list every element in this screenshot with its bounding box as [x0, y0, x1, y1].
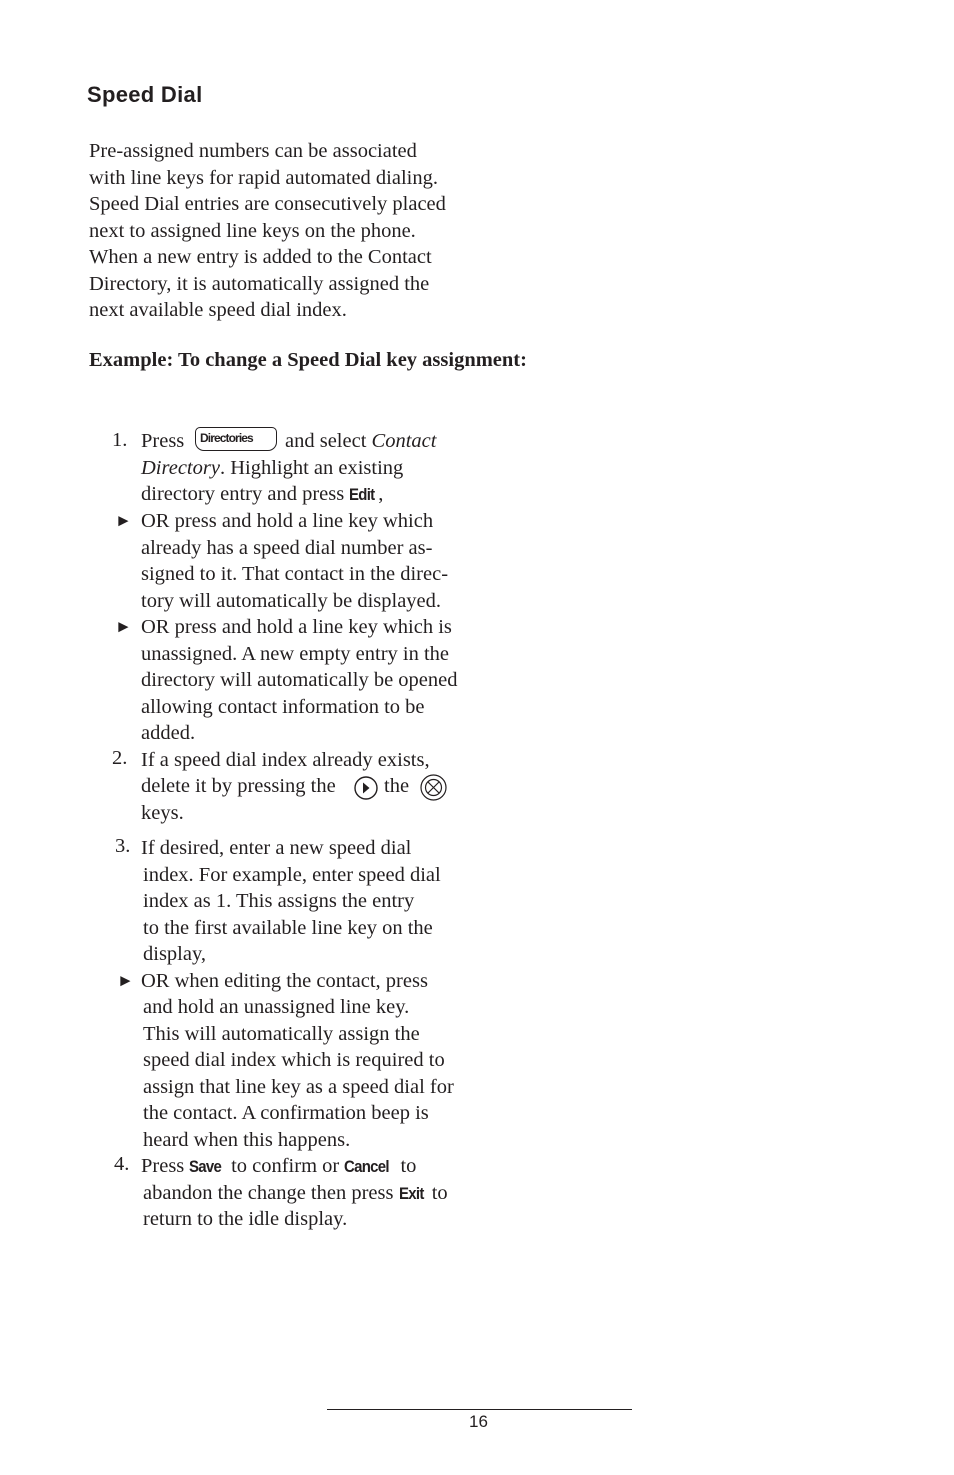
edit-key: Edit — [349, 485, 375, 504]
intro-line: next to assigned line keys on the phone. — [89, 219, 416, 242]
step-number: 1. — [112, 429, 128, 451]
step1-contact: Contact — [371, 430, 437, 452]
step1-line3-text: directory entry and press — [141, 483, 345, 505]
step3-line: index. For example, enter speed dial — [143, 864, 441, 886]
bullet-arrow-icon: ► — [115, 617, 132, 636]
bullet1-line: tory will automatically be displayed. — [141, 590, 442, 612]
step4-abandon: abandon the change then press — [143, 1182, 394, 1204]
save-key: Save — [189, 1157, 222, 1176]
step1-line3-post: , — [378, 483, 384, 505]
step4-line1 — [141, 1153, 416, 1181]
bullet-arrow-icon: ► — [115, 511, 132, 530]
step3-line: to the first available line key on the — [143, 917, 433, 939]
step-number: 2. — [112, 747, 128, 769]
bullet2-line: OR press and hold a line key which is — [141, 616, 452, 638]
bullet2-line: added. — [141, 722, 196, 744]
intro-paragraph — [89, 138, 509, 324]
step4-line2-to: to — [426, 1182, 448, 1204]
bullet3-line: This will automatically assign the — [143, 1023, 420, 1045]
step4-line3: return to the idle display. — [143, 1208, 348, 1230]
intro-line: When a new entry is added to the Contact — [89, 246, 432, 268]
bullet-arrow-icon: ► — [117, 971, 134, 990]
step2-line2-mid: the — [384, 775, 410, 797]
page-number: 16 — [469, 1412, 488, 1431]
section-heading: Speed Dial — [87, 82, 203, 107]
step-number: 4. — [114, 1153, 130, 1175]
bullet1-line: already has a speed dial number as- — [141, 537, 433, 559]
right-arrow-key-icon — [353, 775, 379, 801]
bullet1-line: OR press and hold a line key which — [141, 510, 434, 532]
bullet2-line: allowing contact information to be — [141, 696, 425, 718]
step3-line: If desired, enter a new speed dial — [141, 837, 412, 859]
example-title: Example: To change a Speed Dial key assignment: — [89, 349, 527, 371]
step1-highlight: . Highlight an existing — [219, 457, 404, 479]
step1-directory: Directory — [141, 457, 220, 479]
step-number: 3. — [115, 835, 131, 857]
step1-line1 — [285, 428, 436, 455]
footer-rule — [327, 1409, 632, 1410]
intro-line: Speed Dial entries are consecutively placed — [89, 193, 446, 215]
step4-to: to — [395, 1155, 417, 1177]
bullet1-line: signed to it. That contact in the direc- — [141, 563, 449, 585]
step1-line3 — [141, 481, 383, 509]
intro-line: Pre-assigned numbers can be associated — [89, 140, 417, 162]
step2-line1: If a speed dial index already exists, — [141, 749, 430, 771]
step1-and-select: and select — [285, 430, 367, 452]
step3-line: display, — [143, 943, 207, 965]
cancel-key: Cancel — [344, 1157, 390, 1176]
bullet3-line: OR when editing the contact, press — [141, 970, 428, 992]
intro-line: next available speed dial index. — [89, 299, 347, 321]
step4-line2 — [143, 1180, 448, 1208]
bullet2-line: unassigned. A new empty entry in the — [141, 643, 450, 665]
bullet2-line: directory will automatically be opened — [141, 669, 458, 691]
bullet3-line: and hold an unassigned line key. — [143, 996, 410, 1018]
step1-press: Press — [141, 430, 185, 452]
intro-line: with line keys for rapid automated dialing. — [89, 166, 438, 189]
directories-key-icon — [195, 427, 277, 451]
exit-key: Exit — [398, 1184, 424, 1203]
step4-press: Press — [141, 1155, 185, 1177]
delete-key-icon — [419, 773, 448, 802]
step2-line3: keys. — [141, 802, 184, 824]
step4-confirm-or: to confirm or — [225, 1155, 340, 1177]
intro-line: Directory, it is automatically assigned the — [89, 272, 430, 295]
step3-line: index as 1. This assigns the entry — [143, 890, 415, 912]
bullet3-line: assign that line key as a speed dial for — [143, 1076, 454, 1098]
step1-line2 — [141, 455, 403, 482]
step2-line2-pre: delete it by pressing the — [141, 775, 336, 797]
directories-key-label: Directories — [200, 431, 253, 445]
bullet3-line: the contact. A confirmation beep is — [143, 1102, 429, 1124]
bullet3-line: heard when this happens. — [143, 1129, 351, 1151]
bullet3-line: speed dial index which is required to — [143, 1049, 445, 1071]
